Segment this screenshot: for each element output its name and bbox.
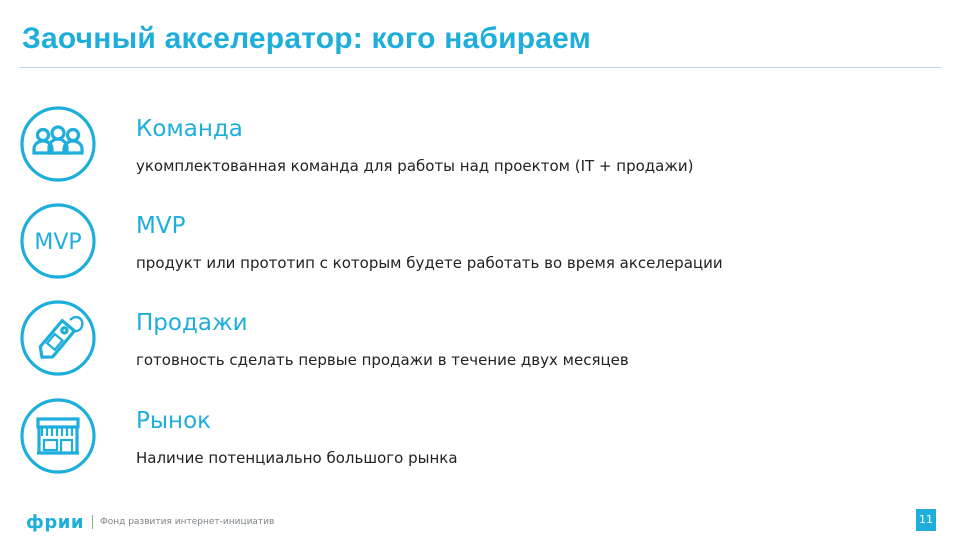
page-number: 11 bbox=[916, 509, 936, 531]
item-title: MVP bbox=[136, 213, 186, 239]
item-title: Продажи bbox=[136, 310, 248, 336]
item-mvp bbox=[0, 201, 960, 291]
item-description: укомплектованная команда для работы над проектом (IT + продажи) bbox=[136, 157, 694, 175]
item-team bbox=[0, 104, 960, 194]
title-divider bbox=[20, 67, 942, 68]
item-sales bbox=[0, 298, 960, 388]
item-title: Рынок bbox=[136, 408, 212, 434]
team-icon bbox=[18, 104, 98, 184]
market-stall-icon bbox=[18, 396, 98, 476]
svg-text:MVP: MVP bbox=[34, 230, 82, 255]
item-description: готовность сделать первые продажи в течение двух месяцев bbox=[136, 351, 629, 369]
item-market bbox=[0, 396, 960, 486]
price-tag-icon bbox=[18, 298, 98, 378]
item-description: Наличие потенциально большого рынка bbox=[136, 449, 458, 467]
slide-title: Заочный акселератор: кого набираем bbox=[22, 22, 592, 55]
item-title: Команда bbox=[136, 116, 243, 142]
mvp-icon bbox=[18, 201, 98, 281]
logo-separator bbox=[92, 515, 93, 529]
logo-tagline: Фонд развития интернет-инициатив bbox=[99, 517, 275, 527]
item-description: продукт или прототип с которым будете работать во время акселерации bbox=[136, 254, 723, 272]
footer-logo bbox=[26, 512, 274, 532]
logo-wordmark: фрии bbox=[26, 511, 84, 533]
